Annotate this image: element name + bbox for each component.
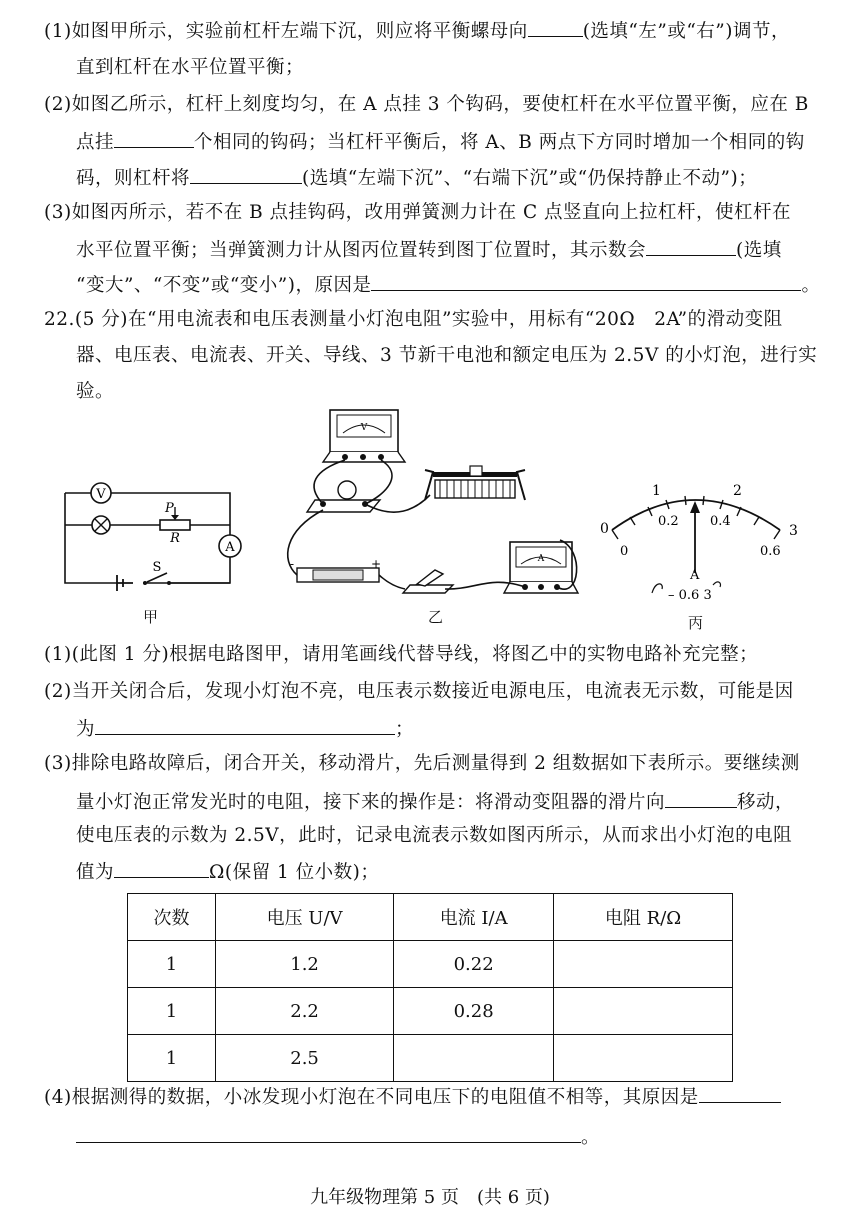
slider-label: P <box>165 501 174 516</box>
voltmeter-label: V <box>96 487 106 502</box>
scale-bottom-3: 0.6 <box>760 544 781 559</box>
text: 为 <box>76 719 96 740</box>
table-cell: 0.28 <box>394 988 554 1035</box>
text: (1)如图甲所示，实验前杠杆左端下沉，则应将平衡螺母向 <box>44 21 528 42</box>
q22-s4-line1 <box>44 1084 781 1110</box>
figure-caption-bing: 丙 <box>688 614 704 632</box>
dial-unit: A <box>690 568 700 583</box>
table-header: 电流 I/A <box>394 894 554 941</box>
table-cell: 1 <box>128 1035 216 1082</box>
battery-device <box>290 557 381 582</box>
table-row <box>128 941 733 988</box>
text: (选填“左”或“右”)调节， <box>582 21 790 42</box>
table-row <box>128 988 733 1035</box>
ammeter-dial-bing <box>590 475 810 610</box>
scale-bottom-1: 0.2 <box>658 514 679 529</box>
scale-top-3: 3 <box>789 523 798 539</box>
scale-bottom-2: 0.4 <box>710 514 731 529</box>
page-footer: 九年级物理第 5 页 (共 6 页) <box>310 1187 550 1208</box>
text: 移动， <box>737 792 795 813</box>
q22-s3-line2 <box>76 789 794 815</box>
switch-label: S <box>152 560 162 575</box>
table-header: 电阻 R/Ω <box>554 894 733 941</box>
text: 水平位置平衡；当弹簧测力计从图丙位置转到图丁位置时，其示数会 <box>76 240 647 261</box>
q21-p2-line1: (2)如图乙所示，杠杆上刻度均匀，在 A 点挂 3 个钩码，要使杠杆在水平位置平衡，应在 B <box>44 94 809 115</box>
text: 点挂 <box>76 132 115 153</box>
q21-p3-line2 <box>76 237 782 263</box>
text: (选填 <box>736 240 782 261</box>
scale-top-1: 1 <box>652 483 661 499</box>
dial-terminals: – 0.6 3 <box>668 588 712 603</box>
table-cell[interactable] <box>554 1035 733 1082</box>
table-header: 次数 <box>128 894 216 941</box>
table-header-row <box>128 894 733 941</box>
rheostat-label: R <box>170 531 180 546</box>
answer-blank[interactable] <box>665 789 737 808</box>
text: 码，则杠杆将 <box>76 168 191 189</box>
scale-top-2: 2 <box>733 483 742 499</box>
data-table <box>127 893 733 1082</box>
rheostat-device <box>425 466 525 500</box>
q22-s2-line1: (2)当开关闭合后，发现小灯泡不亮，电压表示数接近电源电压，电流表无示数，可能是因 <box>44 681 794 702</box>
table-cell: 2.5 <box>215 1035 393 1082</box>
circuit-diagram-jia <box>55 475 255 600</box>
q21-p2-line2 <box>76 129 805 155</box>
rheostat-symbol <box>160 520 190 530</box>
figure-caption-yi: 乙 <box>428 608 444 626</box>
text: 量小灯泡正常发光时的电阻，接下来的操作是：将滑动变阻器的滑片向 <box>76 792 666 813</box>
table-cell: 1.2 <box>215 941 393 988</box>
ammeter-device-label: A <box>537 554 545 564</box>
q22-intro-line2: 器、电压表、电流表、开关、导线、3 节新干电池和额定电压为 2.5V 的小灯泡，进行实 <box>76 345 818 366</box>
text: 。 <box>581 1127 601 1148</box>
text: Ω(保留 1 位小数)； <box>209 862 380 883</box>
text: 。 <box>801 275 821 296</box>
q22-s1: (1)(此图 1 分)根据电路图甲，请用笔画线代替导线，将图乙中的实物电路补充完整； <box>44 644 759 665</box>
q21-p2-line3 <box>76 165 757 191</box>
text: 值为 <box>76 862 115 883</box>
q22-s3-line3: 使电压表的示数为 2.5V，此时，记录电流表示数如图丙所示，从而求出小灯泡的电阻 <box>76 825 793 846</box>
q22-s4-line2 <box>76 1124 600 1150</box>
text: 个相同的钩码；当杠杆平衡后，将 A、B 两点下方同时增加一个相同的钩 <box>194 132 805 153</box>
text: “变大”、“不变”或“变小”)，原因是 <box>76 275 372 296</box>
table-cell[interactable] <box>554 941 733 988</box>
table-header: 电压 U/V <box>215 894 393 941</box>
voltmeter-device-label: V <box>360 423 368 433</box>
scale-top-0: 0 <box>600 521 609 537</box>
text: (选填“左端下沉”、“右端下沉”或“仍保持静止不动”)； <box>302 168 758 189</box>
scale-bottom-0: 0 <box>620 544 629 559</box>
ammeter-label: A <box>225 540 235 555</box>
table-row <box>128 1035 733 1082</box>
answer-blank[interactable] <box>646 237 736 256</box>
battery-minus-label: - <box>290 557 295 571</box>
answer-blank[interactable] <box>699 1084 781 1103</box>
battery-plus-label: + <box>371 557 382 571</box>
table-cell: 1 <box>128 941 216 988</box>
apparatus-diagram-yi <box>285 400 585 605</box>
answer-blank[interactable] <box>114 129 194 148</box>
ammeter-device <box>504 542 578 593</box>
q22-intro-line1: 22.(5 分)在“用电流表和电压表测量小灯泡电阻”实验中，用标有“20Ω 2A”的滑动变阻 <box>44 309 783 330</box>
table-cell: 2.2 <box>215 988 393 1035</box>
voltmeter-device <box>323 410 405 462</box>
figure-caption-jia: 甲 <box>143 608 159 626</box>
table-cell: 1 <box>128 988 216 1035</box>
q22-s3-line4 <box>76 859 379 885</box>
answer-blank[interactable] <box>190 165 302 184</box>
answer-blank[interactable] <box>95 716 395 735</box>
answer-blank[interactable] <box>76 1124 581 1143</box>
q22-s3-line1: (3)排除电路故障后，闭合开关，移动滑片，先后测量得到 2 组数据如下表所示。要继续测 <box>44 753 800 774</box>
answer-blank[interactable] <box>114 859 209 878</box>
q21-p3-line1: (3)如图丙所示，若不在 B 点挂钩码，改用弹簧测力计在 C 点竖直向上拉杠杆，使杠杆在 <box>44 202 791 223</box>
q22-intro-line3: 验。 <box>76 381 115 402</box>
q21-p1-line1 <box>44 18 790 44</box>
text: ； <box>395 719 415 740</box>
answer-blank[interactable] <box>528 18 583 37</box>
answer-blank[interactable] <box>371 272 801 291</box>
table-cell[interactable] <box>394 1035 554 1082</box>
q22-s2-line2 <box>76 716 414 742</box>
table-cell[interactable] <box>554 988 733 1035</box>
q21-p1-line2: 直到杠杆在水平位置平衡； <box>76 57 305 78</box>
q21-p3-line3 <box>76 272 820 298</box>
table-cell: 0.22 <box>394 941 554 988</box>
text: (4)根据测得的数据，小冰发现小灯泡在不同电压下的电阻值不相等，其原因是 <box>44 1087 699 1108</box>
